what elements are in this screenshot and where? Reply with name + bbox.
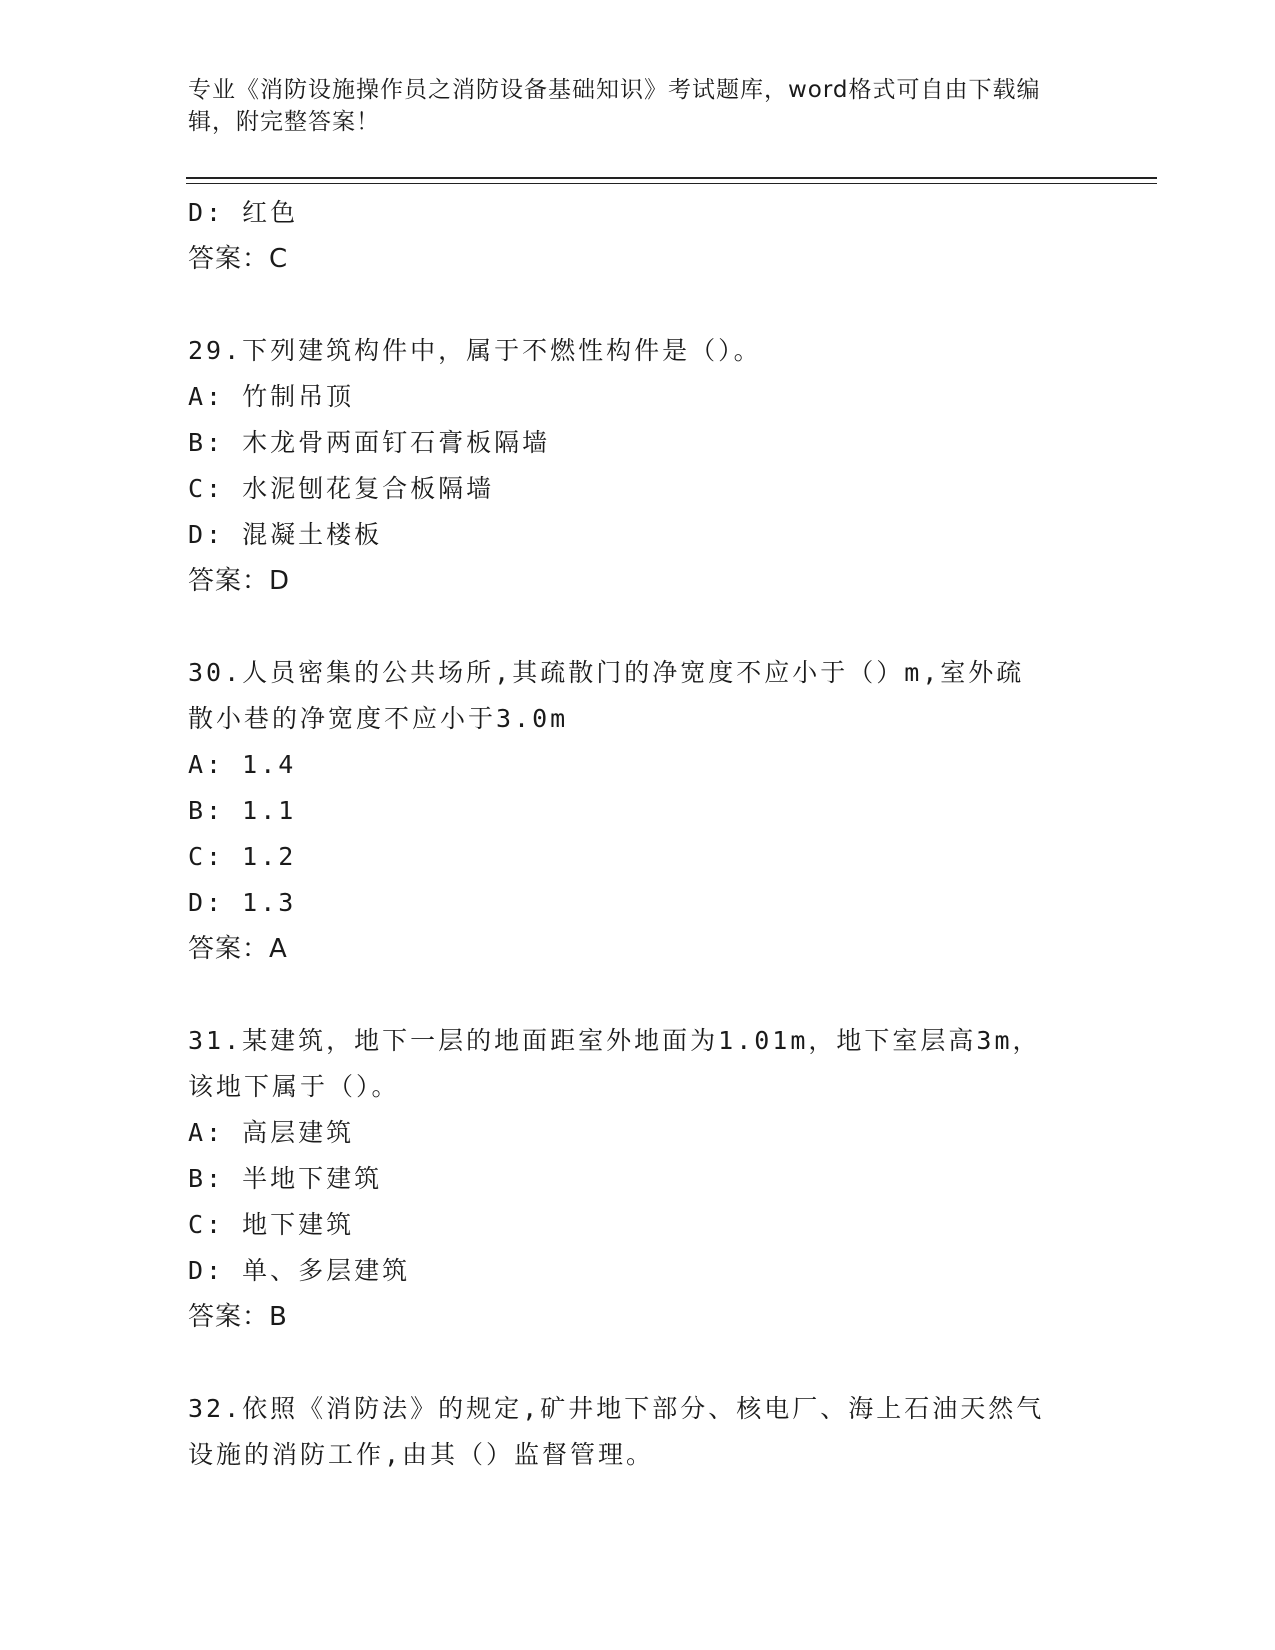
question-30-option-a: A: 1.4: [188, 750, 297, 779]
question-32-text: 32.依照《消防法》的规定,矿井地下部分、核电厂、海上石油天然气设施的消防工作,由其（）监督管理。: [188, 1394, 1045, 1469]
question-29-option-a: A: 竹制吊顶: [188, 382, 355, 411]
question-31: [188, 1018, 1088, 1340]
question-31-option-d: D: 单、多层建筑: [188, 1256, 411, 1285]
question-29-answer: 答案：D: [188, 566, 291, 596]
question-29-option-b: B: 木龙骨两面钉石膏板隔墙: [188, 428, 551, 457]
document-header: 专业《消防设施操作员之消防设备基础知识》考试题库，word格式可自由下载编辑，附完整答案！: [188, 77, 1041, 135]
header-divider-thin: [186, 183, 1157, 184]
question-30-text: 30.人员密集的公共场所,其疏散门的净宽度不应小于（）m,室外疏散小巷的净宽度不应小于3.0m: [188, 658, 1025, 733]
question-31-text: 31.某建筑，地下一层的地面距室外地面为1.01m，地下室层高3m，该地下属于（）。: [188, 1026, 1041, 1101]
prev-option-d: D: 红色: [188, 198, 299, 227]
question-31-option-b: B: 半地下建筑: [188, 1164, 383, 1193]
question-29-text: 29.下列建筑构件中，属于不燃性构件是（）。: [188, 336, 762, 365]
question-29: [188, 328, 1088, 604]
question-31-answer: 答案：B: [188, 1302, 288, 1332]
question-list: [188, 190, 1088, 1478]
question-31-option-c: C: 地下建筑: [188, 1210, 355, 1239]
question-30-option-b: B: 1.1: [188, 796, 297, 825]
header-divider-thick: [186, 177, 1157, 179]
question-30-option-d: D: 1.3: [188, 888, 297, 917]
question-30: [188, 650, 1088, 972]
question-29-option-c: C: 水泥刨花复合板隔墙: [188, 474, 495, 503]
prev-answer: 答案：C: [188, 244, 289, 274]
question-31-option-a: A: 高层建筑: [188, 1118, 355, 1147]
question-30-option-c: C: 1.2: [188, 842, 297, 871]
question-32: [188, 1386, 1088, 1478]
question-29-option-d: D: 混凝土楼板: [188, 520, 383, 549]
question-30-answer: 答案：A: [188, 934, 288, 964]
